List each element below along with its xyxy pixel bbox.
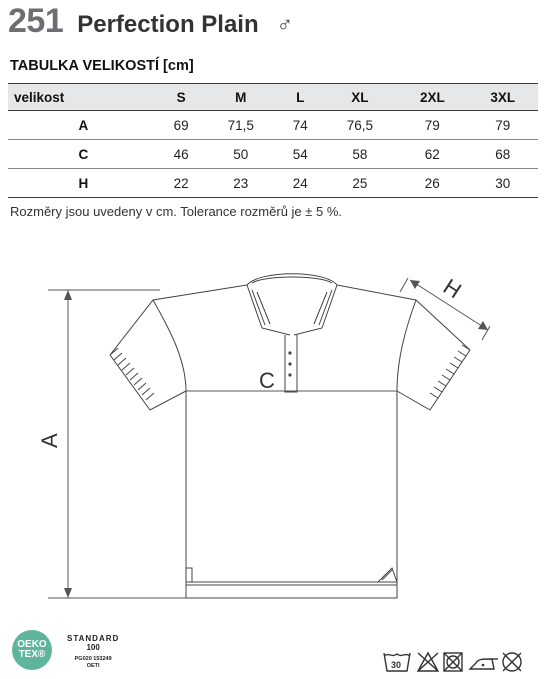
table-row <box>8 169 538 198</box>
arrow-icon <box>64 588 72 598</box>
table-cell: 30 <box>468 169 538 198</box>
shirt-hem-band <box>186 582 397 585</box>
wash-temperature: 30 <box>391 660 402 670</box>
table-cell: 76,5 <box>323 111 397 140</box>
side-slit-right <box>378 568 397 582</box>
left-sleeve <box>110 355 186 410</box>
right-sleeve-cuff <box>430 345 470 398</box>
no-bleach-icon <box>418 653 438 671</box>
size-table <box>8 83 538 198</box>
button <box>288 351 291 354</box>
polo-shirt-diagram <box>0 230 552 620</box>
table-cell: 68 <box>468 140 538 169</box>
table-cell: 58 <box>323 140 397 169</box>
button <box>288 373 291 376</box>
table-cell: 71,5 <box>204 111 278 140</box>
label-a: A <box>37 433 62 448</box>
oeko-tex-certification <box>12 628 132 672</box>
certificate-code: PG020 153249 <box>74 656 112 662</box>
label-c: C <box>259 368 275 393</box>
side-slit-left <box>186 568 192 582</box>
table-cell: 25 <box>323 169 397 198</box>
oeko-tex-logo <box>12 630 52 670</box>
size-note: Rozměry jsou uvedeny v cm. Tolerance rozměrů je ± 5 %. <box>10 204 343 219</box>
table-cell: 79 <box>397 111 467 140</box>
arrow-icon <box>478 321 488 330</box>
no-tumble-dry-icon <box>444 653 462 671</box>
arrow-icon <box>410 280 420 289</box>
iron-dot-icon <box>482 664 485 667</box>
size-header: 3XL <box>468 84 538 111</box>
standard-label: STANDARD <box>67 634 120 643</box>
left-armhole <box>153 300 186 391</box>
table-cell: 46 <box>159 140 204 169</box>
no-dry-clean-icon <box>503 653 521 671</box>
row-label: C <box>8 140 159 169</box>
care-symbols <box>382 650 527 674</box>
table-row <box>8 111 538 140</box>
table-cell: 23 <box>204 169 278 198</box>
iron-low-icon <box>470 659 498 669</box>
button <box>288 362 291 365</box>
row-label: A <box>8 111 159 140</box>
row-label: H <box>8 169 159 198</box>
table-row <box>8 140 538 169</box>
table-cell: 50 <box>204 140 278 169</box>
page-header <box>8 2 293 46</box>
size-table-title: TABULKA VELIKOSTÍ [cm] <box>10 58 194 74</box>
table-cell: 26 <box>397 169 467 198</box>
right-armhole <box>397 300 416 391</box>
certification-text <box>67 634 119 670</box>
table-cell: 24 <box>278 169 323 198</box>
label-h: H <box>438 273 466 304</box>
table-cell: 62 <box>397 140 467 169</box>
table-cell: 69 <box>159 111 204 140</box>
left-sleeve-cuff <box>110 348 154 400</box>
size-header-label: velikost <box>8 84 159 111</box>
shirt-body-outline <box>186 391 397 598</box>
collar-band <box>252 290 332 325</box>
product-code: 251 <box>8 2 64 40</box>
table-cell: 74 <box>278 111 323 140</box>
male-icon: ♂ <box>276 12 294 37</box>
oeko-badge-line1: OEKO <box>17 639 47 650</box>
size-header: 2XL <box>397 84 467 111</box>
standard-number: 100 <box>86 643 100 652</box>
collar-back <box>252 277 332 283</box>
size-header: XL <box>323 84 397 111</box>
certificate-issuer: OETI <box>86 663 100 669</box>
product-name: Perfection Plain <box>77 11 259 38</box>
table-cell: 22 <box>159 169 204 198</box>
arrow-icon <box>64 290 72 300</box>
size-header: M <box>204 84 278 111</box>
left-shoulder <box>110 285 247 355</box>
table-cell: 54 <box>278 140 323 169</box>
size-header: L <box>278 84 323 111</box>
size-header: S <box>159 84 204 111</box>
oeko-badge-line2: TEX® <box>18 649 46 660</box>
right-sleeve <box>397 350 470 410</box>
table-cell: 79 <box>468 111 538 140</box>
size-table-header-row <box>8 84 538 111</box>
